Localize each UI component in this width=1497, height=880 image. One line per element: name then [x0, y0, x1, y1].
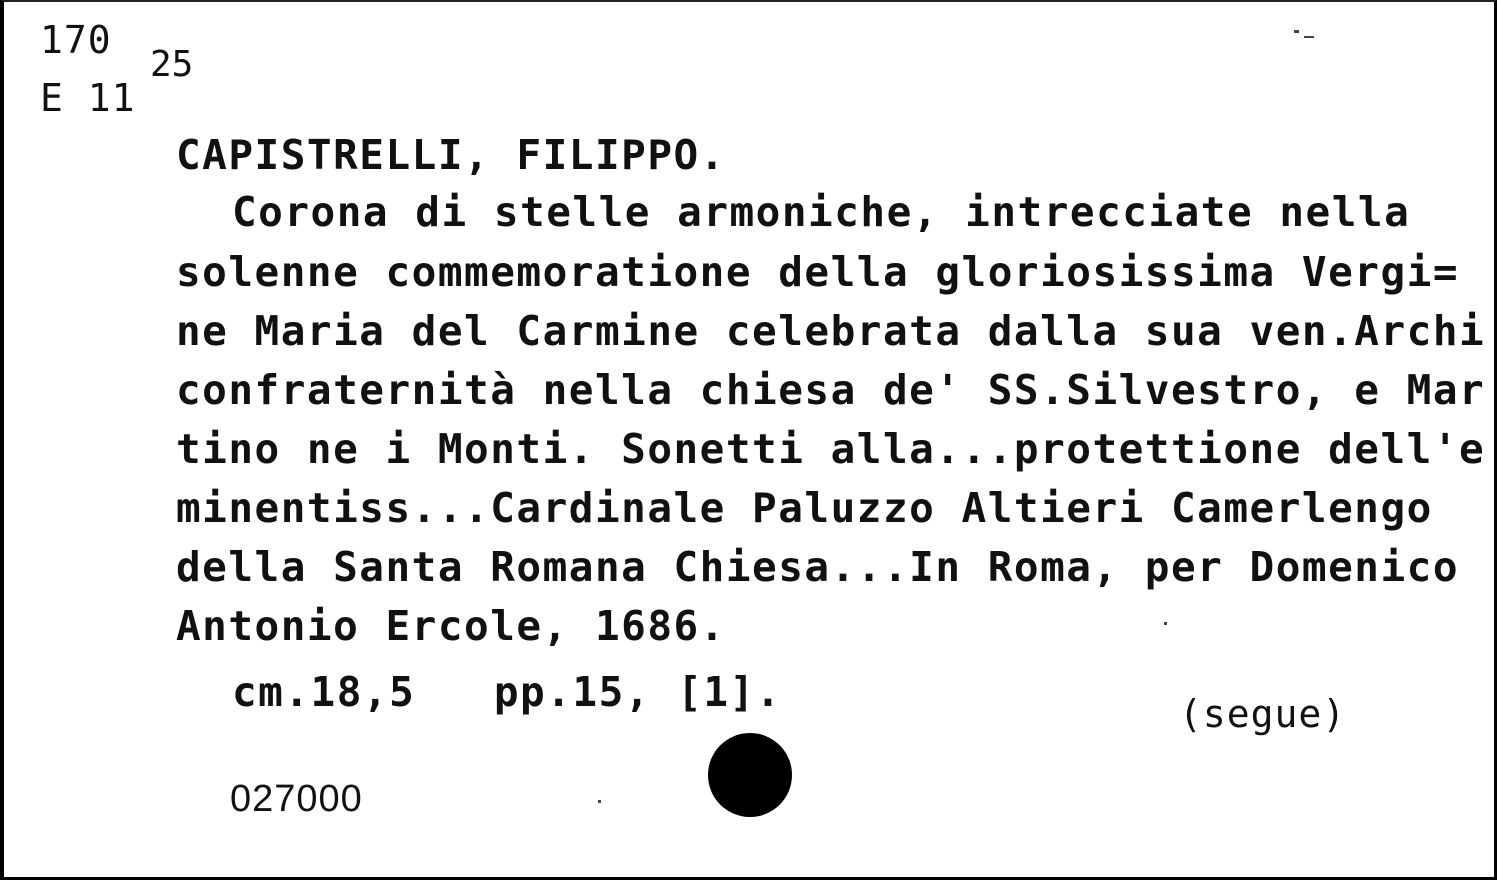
segue-note: (segue): [1179, 692, 1347, 736]
author-heading: CAPISTRELLI, FILIPPO.: [176, 131, 726, 179]
title-line-8: Antonio Ercole, 1686.: [176, 602, 726, 650]
title-line-3: ne Maria del Carmine celebrata dalla sua ven.Archi: [176, 307, 1486, 355]
title-line-4: confraternità nella chiesa de' SS.Silvestro, e Mar: [176, 366, 1486, 414]
record-number: 027000: [230, 778, 363, 820]
collation: cm.18,5 pp.15, [1].: [232, 668, 782, 716]
speck-mark: [598, 800, 601, 803]
punch-hole: [708, 733, 792, 817]
title-line-2: solenne commemoratione della gloriosissima Vergi=: [176, 248, 1460, 296]
shelfmark-line-1: 170: [40, 18, 112, 62]
shelfmark-superscript: 25: [150, 44, 194, 85]
speck-mark: [1294, 30, 1299, 33]
title-line-5: tino ne i Monti. Sonetti alla...protettione dell'e: [176, 425, 1486, 473]
title-line-1: Corona di stelle armoniche, intrecciate nella: [232, 188, 1411, 236]
speck-mark: [1164, 622, 1167, 625]
shelfmark-line-2: E 11: [40, 76, 136, 120]
title-line-6: minentiss...Cardinale Paluzzo Altieri Camerlengo: [176, 484, 1433, 532]
speck-mark: [1304, 36, 1314, 38]
title-line-7: della Santa Romana Chiesa...In Roma, per Domenico: [176, 543, 1460, 591]
